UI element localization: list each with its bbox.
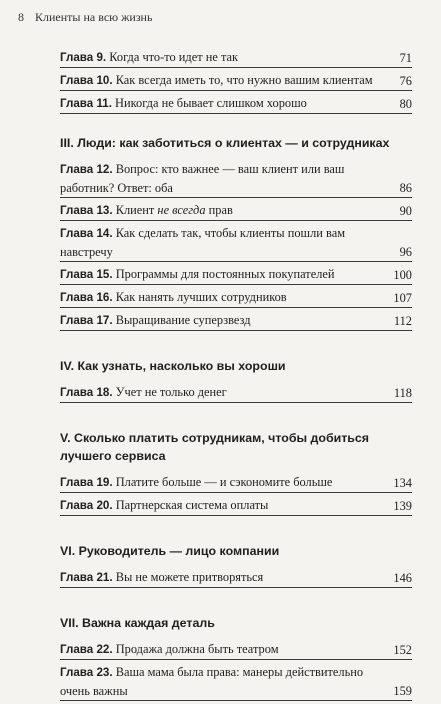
toc-entry[interactable] [60,201,412,221]
toc-entry[interactable] [60,288,412,308]
chapter-number: Глава 18. [60,386,113,399]
chapter-title-part: прав [205,203,233,217]
chapter-number: Глава 22. [60,643,113,656]
chapter-number: Глава 20. [60,499,113,512]
chapter-title: Программы для постоянных покупателей [115,267,335,281]
section-title: III. Люди: как заботиться о клиентах — и сотрудниках [60,136,390,150]
page-ref: 76 [399,74,412,88]
page-ref: 146 [393,571,412,585]
chapter-title: Ваша мама была права: манеры действительно очень важны [60,665,364,698]
page-ref: 96 [399,245,412,259]
section-title: V. Сколько платить сотрудникам, чтобы добиться лучшего сервиса [60,431,370,463]
chapter-title-part: Клиент [115,203,158,217]
chapter-number: Глава 11. [60,97,112,110]
chapter-number: Глава 9. [60,51,107,64]
page-ref: 134 [393,476,412,490]
chapter-title: Когда что-то идет не так [109,50,239,64]
toc-entry[interactable] [60,496,412,516]
toc-entry[interactable] [60,568,412,588]
chapter-number: Глава 14. [60,227,113,240]
page-number: 8 [18,10,24,24]
chapter-title: Партнерская система оплаты [115,498,269,512]
page-ref: 159 [393,684,412,698]
toc-entry[interactable] [60,473,412,493]
chapter-title: Как сделать так, чтобы клиенты пошли вам навстречу [60,226,346,259]
toc-entry[interactable] [60,224,412,262]
page-ref: 139 [393,499,412,513]
page-ref: 152 [393,643,412,657]
chapter-title: Учет не только денег [115,385,227,399]
chapter-title: Как нанять лучших сотрудников [115,290,287,304]
toc-entry[interactable] [60,640,412,660]
running-head [18,10,152,25]
section-title: VII. Важна каждая деталь [60,616,215,630]
page-ref: 112 [393,314,412,328]
chapter-number: Глава 13. [60,204,113,217]
toc-entry[interactable] [60,383,412,403]
toc-entry[interactable] [60,663,412,701]
chapter-number: Глава 10. [60,74,113,87]
chapter-number: Глава 21. [60,571,113,584]
book-title: Клиенты на всю жизнь [35,10,153,24]
chapter-title: Платите больше — и сэкономите больше [115,475,333,489]
toc-entry[interactable] [60,48,412,68]
chapter-number: Глава 15. [60,268,113,281]
toc-entry[interactable] [60,265,412,285]
section-title: IV. Как узнать, насколько вы хороши [60,359,286,373]
chapter-number: Глава 16. [60,291,113,304]
page-ref: 86 [399,181,412,195]
page-ref: 118 [393,386,412,400]
table-of-contents [60,48,412,704]
page-ref: 80 [399,97,412,111]
chapter-title: Никогда не бывает слишком хорошо [115,96,307,110]
toc-entry[interactable] [60,71,412,91]
chapter-title-emphasis: не всегда [157,203,206,217]
chapter-number: Глава 12. [60,163,113,176]
chapter-title: Как всегда иметь то, что нужно вашим клиентам [115,73,373,87]
chapter-title: Вопрос: кто важнее — ваш клиент или ваш работник? Ответ: оба [60,162,345,195]
toc-entry[interactable] [60,160,412,198]
toc-entry[interactable] [60,311,412,331]
page-ref: 100 [393,268,412,282]
page-ref: 90 [399,204,412,218]
chapter-number: Глава 19. [60,476,113,489]
page-ref: 107 [393,291,412,305]
chapter-title: Вы не можете притворяться [115,570,264,584]
section-title: VI. Руководитель — лицо компании [60,544,280,558]
toc-entry[interactable] [60,94,412,114]
chapter-number: Глава 23. [60,666,113,679]
chapter-number: Глава 17. [60,314,113,327]
chapter-title: Выращивание суперзвезд [115,313,251,327]
page-ref: 71 [399,51,412,65]
chapter-title: Продажа должна быть театром [115,642,279,656]
